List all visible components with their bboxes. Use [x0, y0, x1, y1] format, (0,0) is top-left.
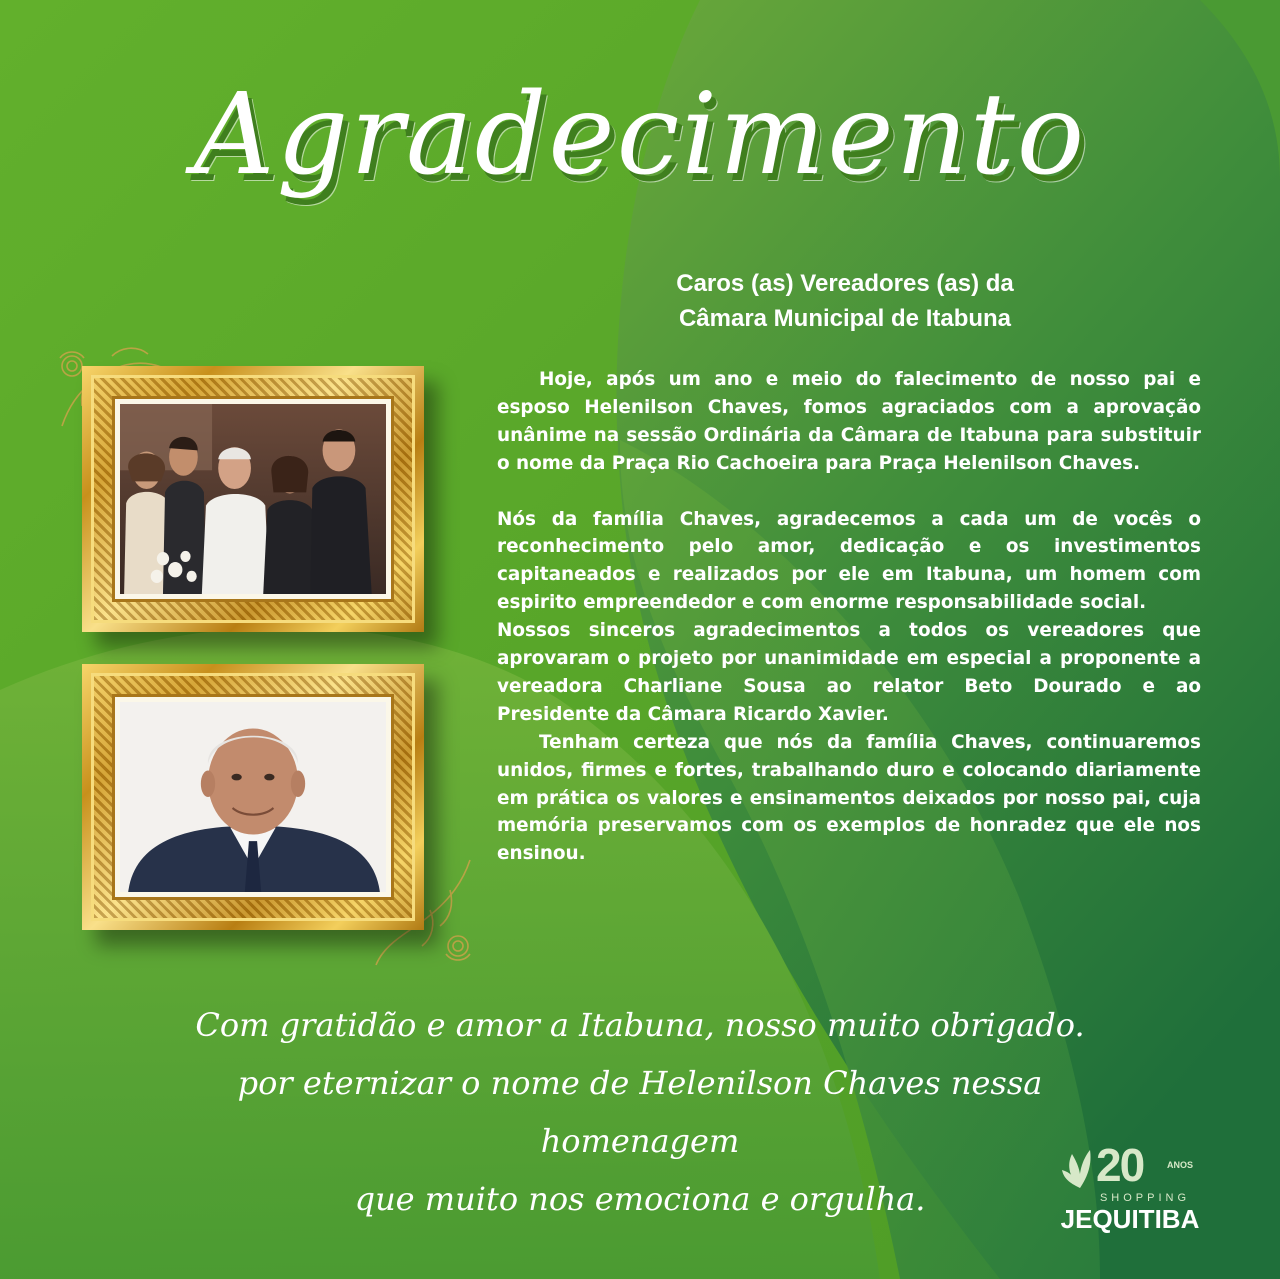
portrait-photo-frame [82, 664, 424, 930]
letter-body [497, 366, 1201, 868]
logo-leaves-icon [1062, 1144, 1098, 1188]
logo-anos: ANOS [1167, 1160, 1194, 1170]
heading-line-1: Caros (as) Vereadores (as) da [676, 270, 1014, 297]
logo-shopping: SHOPPING [1099, 1192, 1191, 1204]
closing-line-1: Com gratidão e amor a Itabuna, nosso muito obrigado. [195, 1006, 1085, 1044]
heading-line-2: Câmara Municipal de Itabuna [678, 305, 1012, 332]
portrait-photo [120, 702, 386, 892]
body-paragraph-3: Nossos sinceros agradecimentos a todos os vereadores que aprovaram o projeto por unanimidade em especial a proponente a vereadora Charliane Sousa ao relator Beto Dourado e ao Presidente da Câmara Ricardo Xavier. [497, 620, 1201, 725]
closing-line-3: que muito nos emociona e orgulha. [354, 1180, 926, 1218]
closing-line-2: por eternizar o nome de Helenilson Chaves nessa homenagem [237, 1064, 1043, 1160]
family-photo [120, 404, 386, 594]
body-paragraph-4: Tenham certeza que nós da família Chaves, continuaremos unidos, firmes e fortes, trabalhando duro e colocando diariamente em prática os valores e ensinamentos deixados por nosso pai, cuja memória preservamos com os exemplos de honradez que ele nos ensinou. [497, 731, 1201, 865]
shopping-jequitiba-logo [1040, 1138, 1220, 1248]
logo-anniversary-number: 20 [1096, 1139, 1144, 1191]
closing-message [140, 996, 1140, 1228]
page-title: Agradecimento [193, 70, 1087, 200]
body-paragraph-2: Nós da família Chaves, agradecemos a cada um de vocês o reconhecimento pelo amor, dedicação e os investimentos capitaneados e realizados por ele em Itabuna, um homem com espirito empreendedor e com enorme responsabilidade social. [497, 508, 1201, 614]
logo-name: JEQUITIBA [1060, 1204, 1200, 1234]
letter-heading [560, 266, 1130, 336]
family-photo-frame [82, 366, 424, 632]
body-paragraph-1: Hoje, após um ano e meio do falecimento de nosso pai e esposo Helenilson Chaves, fomos agraciados com a aprovação unânime na sessão Ordinária da Câmara de Itabuna para substituir o nome da Praça Rio Cachoeira para Praça Helenilson Chaves. [497, 369, 1201, 474]
